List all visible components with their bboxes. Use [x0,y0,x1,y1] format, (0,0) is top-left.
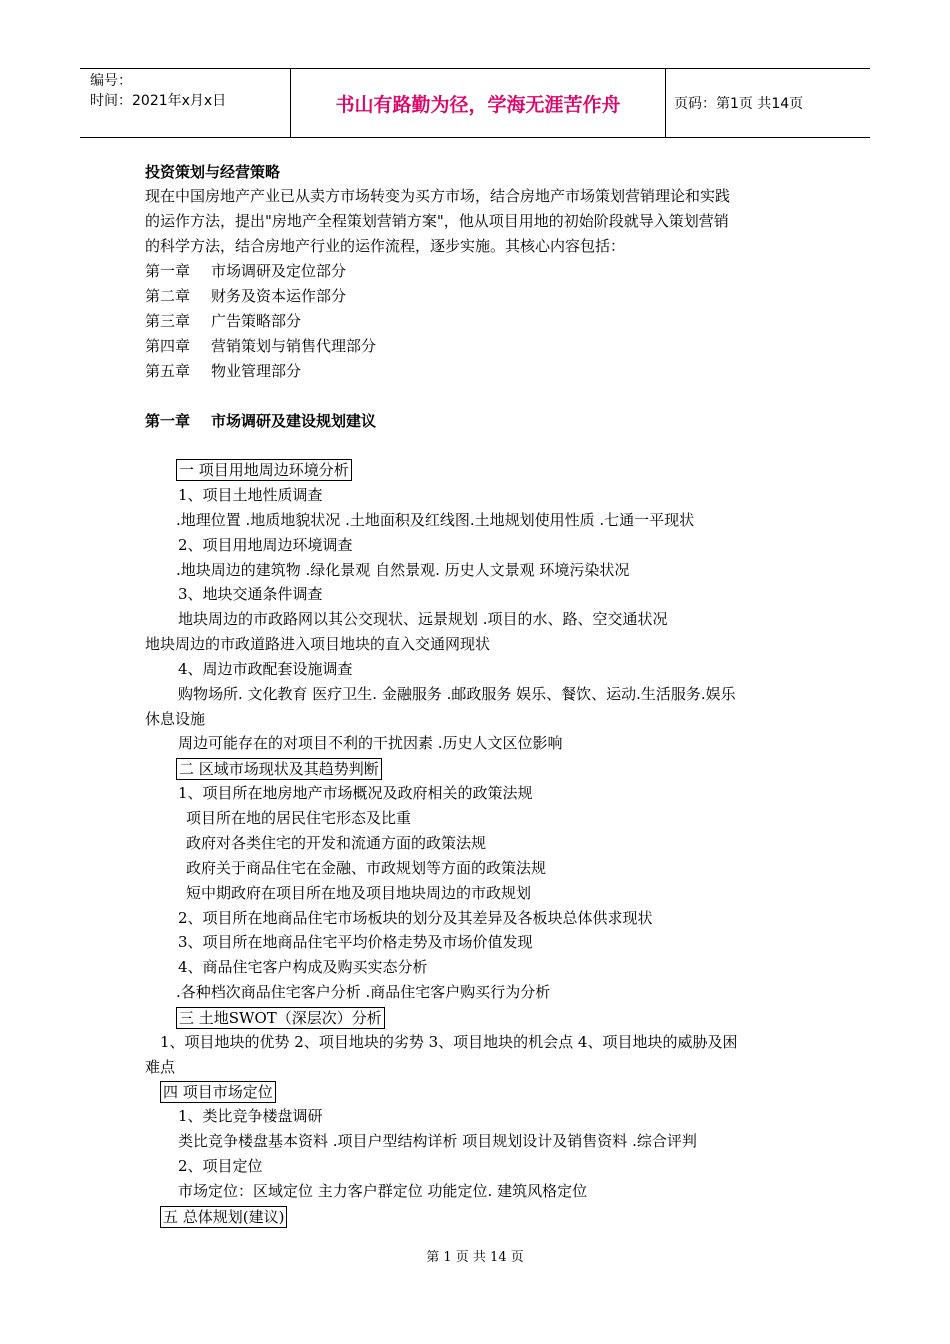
chapter-item [145,284,346,308]
content-line: 市场定位：区域定位 主力客户群定位 功能定位. 建筑风格定位 [178,1182,588,1200]
content-line: 地块周边的市政道路进入项目地块的直入交通网现状 [145,635,491,653]
section-heading-box: 五 总体规划(建议) [160,1206,287,1228]
section-heading [176,1006,385,1030]
chapter-item [145,359,301,383]
content-line: .地理位置 .地质地貌状况 .土地面积及红线图.土地规划使用性质 .七通一平现状 [176,511,695,529]
doc-title: 投资策划与经营策略 [145,163,281,181]
header-left-cell [80,69,291,137]
intro-line: 现在中国房地产产业已从卖方市场转变为买方市场，结合房地产市场策划营销理论和实践 [145,187,731,205]
content-line: 2、项目定位 [178,1157,263,1175]
chapter-name: 广告策略部分 [211,312,302,330]
content-line: 1、项目土地性质调查 [178,486,323,504]
date-label: 时间：2021年x月x日 [90,93,227,109]
page-code: 页码：第1页 共14页 [674,96,804,112]
content-line: 1、项目地块的优势 2、项目地块的劣势 3、项目地块的机会点 4、项目地块的威胁及困 [160,1033,738,1051]
content-line: 4、商品住宅客户构成及购买实态分析 [178,958,428,976]
section-heading-box: 四 项目市场定位 [160,1081,276,1103]
chapter-item [145,259,346,283]
content-line: 2、项目所在地商品住宅市场板块的划分及其差异及各板块总体供求现状 [178,909,653,927]
motto: 书山有路勤为径，学海无涯苦作舟 [291,69,666,137]
section-heading-box: 二 区域市场现状及其趋势判断 [176,758,382,780]
content-line: 周边可能存在的对项目不利的干扰因素 .历史人文区位影响 [178,734,563,752]
chapter-number: 第五章 [145,362,191,380]
intro-line: 的运作方法，提出"房地产全程策划营销方案"，他从项目用地的初始阶段就导入策划营销 [145,212,729,230]
content-line: 政府关于商品住宅在金融、市政规划等方面的政策法规 [186,859,547,877]
chapter-number: 第一章 [145,412,191,430]
content-line: .各种档次商品住宅客户分析 .商品住宅客户购买行为分析 [176,983,551,1001]
chapter1-heading [145,409,376,433]
chapter-number: 第四章 [145,337,191,355]
content-line: 休息设施 [145,710,206,728]
section-heading-box: 一 项目用地周边环境分析 [176,459,352,481]
intro-line: 的科学方法，结合房地产行业的运作流程，逐步实施。其核心内容包括： [145,237,626,255]
section-heading [160,1080,276,1104]
content-line: 项目所在地的居民住宅形态及比重 [186,809,412,827]
number-label: 编号： [90,73,132,89]
chapter-number: 第二章 [145,287,191,305]
content-line: 4、周边市政配套设施调查 [178,660,353,678]
content-line: 政府对各类住宅的开发和流通方面的政策法规 [186,834,487,852]
section-heading [160,1205,287,1229]
header-table [80,68,870,138]
content-line: 类比竞争楼盘基本资料 .项目户型结构详析 项目规划设计及销售资料 .综合评判 [178,1132,697,1150]
content-line: 购物场所. 文化教育 医疗卫生. 金融服务 .邮政服务 娱乐、餐饮、运动.生活服务.娱乐 [178,685,736,703]
section-heading-box: 三 土地SWOT（深层次）分析 [176,1007,385,1029]
content-line: 地块周边的市政路网以其公交现状、远景规划 .项目的水、路、空交通状况 [178,610,668,628]
content-line: 3、地块交通条件调查 [178,585,323,603]
content-line: 短中期政府在项目所在地及项目地块周边的市政规划 [186,884,532,902]
content-line: .地块周边的建筑物 .绿化景观 自然景观. 历史人文景观 环境污染状况 [176,561,630,579]
chapter-name: 财务及资本运作部分 [211,287,347,305]
chapter-name: 市场调研及定位部分 [211,262,347,280]
chapter-heading-name: 市场调研及建设规划建议 [211,412,377,430]
chapter-item [145,309,301,333]
page-footer: 第 1 页 共 14 页 [426,1250,524,1265]
content-line: 2、项目用地周边环境调查 [178,536,353,554]
content-line: 3、项目所在地商品住宅平均价格走势及市场价值发现 [178,933,533,951]
content-line: 难点 [145,1058,176,1076]
chapter-item [145,334,376,358]
chapter-number: 第三章 [145,312,191,330]
section-heading [176,458,352,482]
content-line: 1、类比竞争楼盘调研 [178,1107,323,1125]
section-heading [176,757,382,781]
content-line: 1、项目所在地房地产市场概况及政府相关的政策法规 [178,784,533,802]
chapter-number: 第一章 [145,262,191,280]
chapter-name: 物业管理部分 [211,362,302,380]
chapter-name: 营销策划与销售代理部分 [211,337,377,355]
